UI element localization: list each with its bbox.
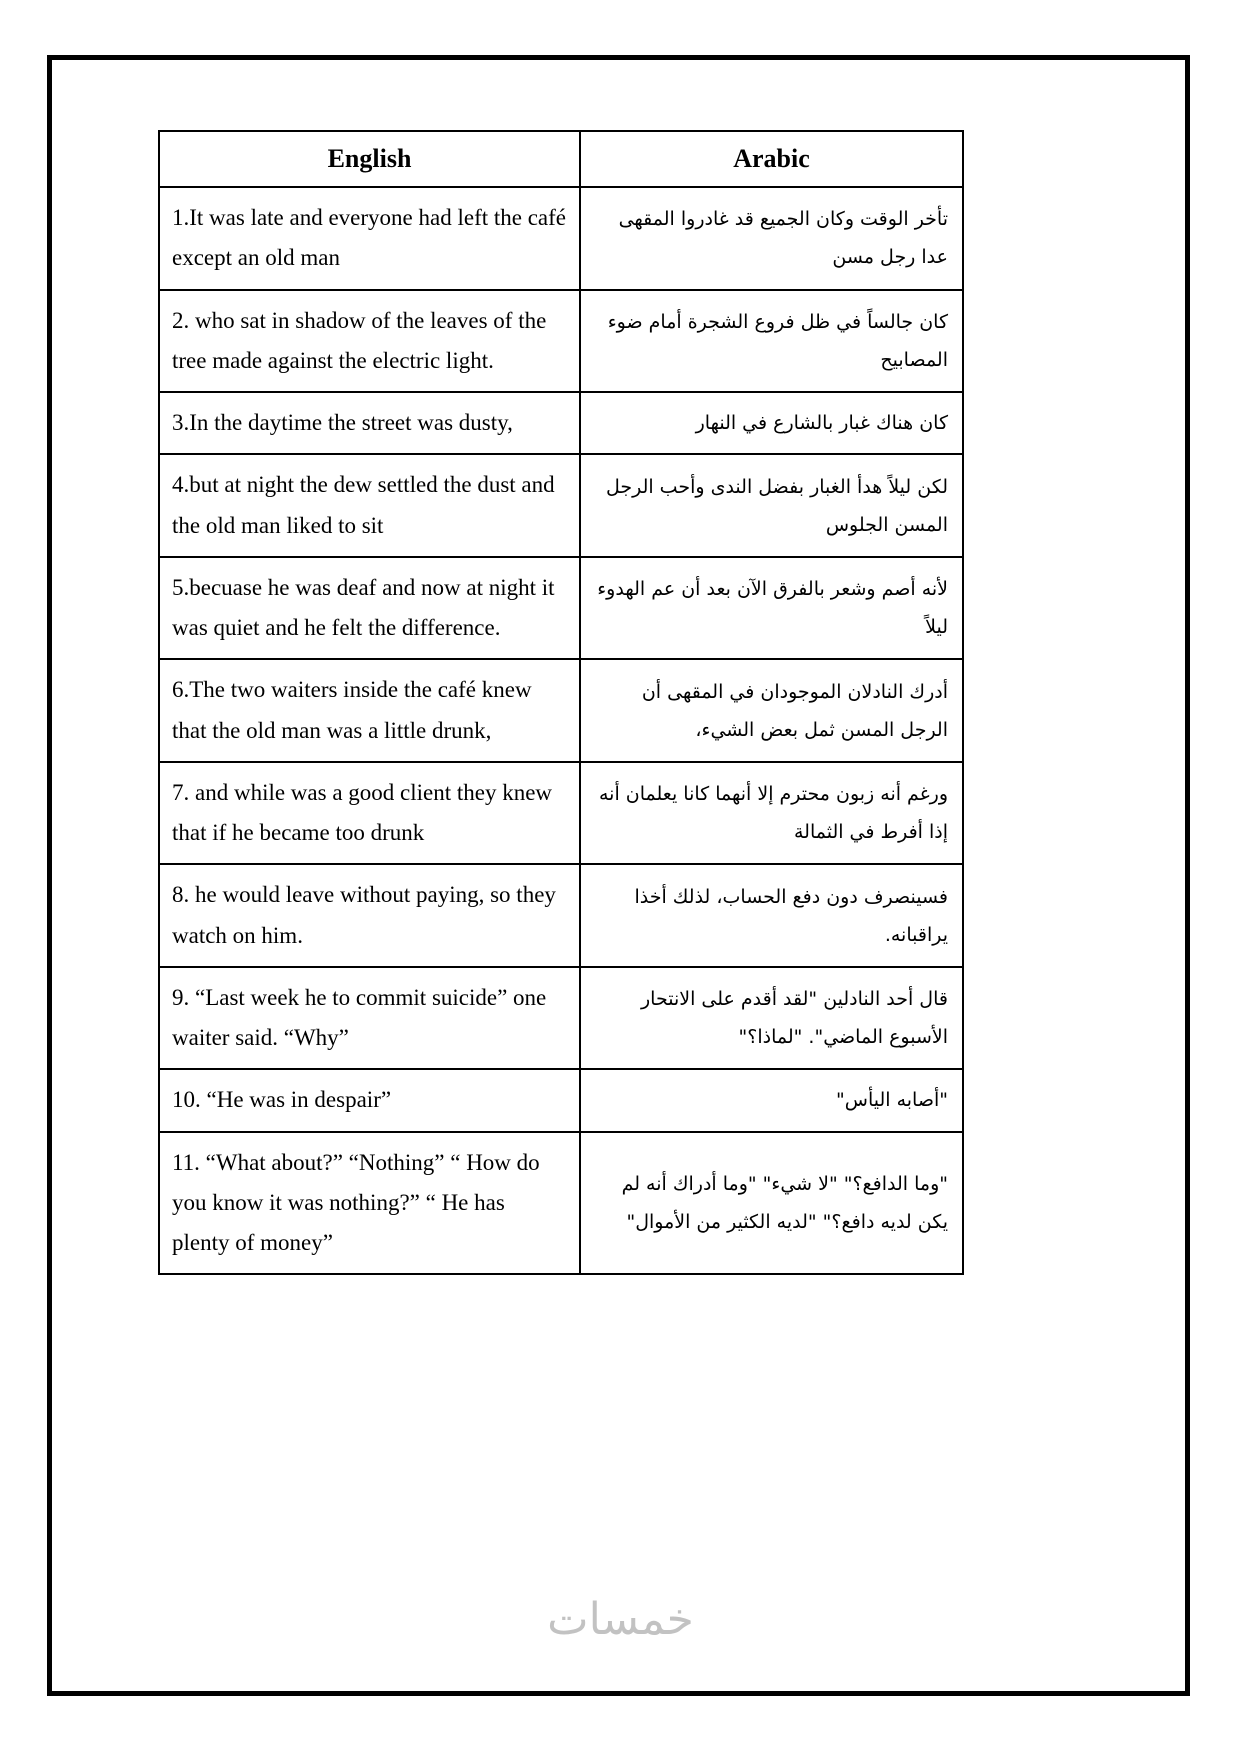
- table-row: [159, 1069, 963, 1131]
- arabic-cell: قال أحد النادلين "لقد أقدم على الانتحار الأسبوع الماضي". "لماذا؟": [580, 967, 963, 1070]
- table-row: [159, 187, 963, 290]
- arabic-cell: كان هناك غبار بالشارع في النهار: [580, 392, 963, 454]
- table-row: [159, 967, 963, 1070]
- english-cell: 4.but at night the dew settled the dust and the old man liked to sit: [159, 454, 580, 557]
- table-body: [159, 187, 963, 1274]
- english-cell: 9. “Last week he to commit suicide” one waiter said. “Why”: [159, 967, 580, 1070]
- table-row: [159, 762, 963, 865]
- table-row: [159, 392, 963, 454]
- table-row: [159, 659, 963, 762]
- arabic-cell: كان جالساً في ظل فروع الشجرة أمام ضوء المصابيح: [580, 290, 963, 393]
- arabic-cell: لأنه أصم وشعر بالفرق الآن بعد أن عم الهدوء ليلاً: [580, 557, 963, 660]
- english-cell: 5.becuase he was deaf and now at night it was quiet and he felt the difference.: [159, 557, 580, 660]
- table-row: [159, 864, 963, 967]
- arabic-cell: فسينصرف دون دفع الحساب، لذلك أخذا يراقبانه.: [580, 864, 963, 967]
- english-cell: 3.In the daytime the street was dusty,: [159, 392, 580, 454]
- english-cell: 10. “He was in despair”: [159, 1069, 580, 1131]
- header-arabic: Arabic: [580, 131, 963, 187]
- arabic-cell: أدرك النادلان الموجودان في المقهى أن الرجل المسن ثمل بعض الشيء،: [580, 659, 963, 762]
- english-cell: 8. he would leave without paying, so they watch on him.: [159, 864, 580, 967]
- page-border-frame: [47, 55, 1190, 1696]
- table-header-row: [159, 131, 963, 187]
- watermark-text: خمسات: [547, 1594, 694, 1645]
- table-row: [159, 454, 963, 557]
- header-english: English: [159, 131, 580, 187]
- table-row: [159, 290, 963, 393]
- translation-table: [158, 130, 964, 1275]
- arabic-cell: تأخر الوقت وكان الجميع قد غادروا المقهى عدا رجل مسن: [580, 187, 963, 290]
- table-row: [159, 557, 963, 660]
- english-cell: 2. who sat in shadow of the leaves of the tree made against the electric light.: [159, 290, 580, 393]
- english-cell: 7. and while was a good client they knew that if he became too drunk: [159, 762, 580, 865]
- english-cell: 1.It was late and everyone had left the café except an old man: [159, 187, 580, 290]
- table-row: [159, 1132, 963, 1275]
- english-cell: 6.The two waiters inside the café knew that the old man was a little drunk,: [159, 659, 580, 762]
- arabic-cell: "وما الدافع؟" "لا شيء" "وما أدراك أنه لم يكن لديه دافع؟" "لديه الكثير من الأموال": [580, 1132, 963, 1275]
- arabic-cell: ورغم أنه زبون محترم إلا أنهما كانا يعلمان أنه إذا أفرط في الثمالة: [580, 762, 963, 865]
- arabic-cell: لكن ليلاً هدأ الغبار بفضل الندى وأحب الرجل المسن الجلوس: [580, 454, 963, 557]
- english-cell: 11. “What about?” “Nothing” “ How do you know it was nothing?” “ He has plenty of money”: [159, 1132, 580, 1275]
- arabic-cell: "أصابه اليأس": [580, 1069, 963, 1131]
